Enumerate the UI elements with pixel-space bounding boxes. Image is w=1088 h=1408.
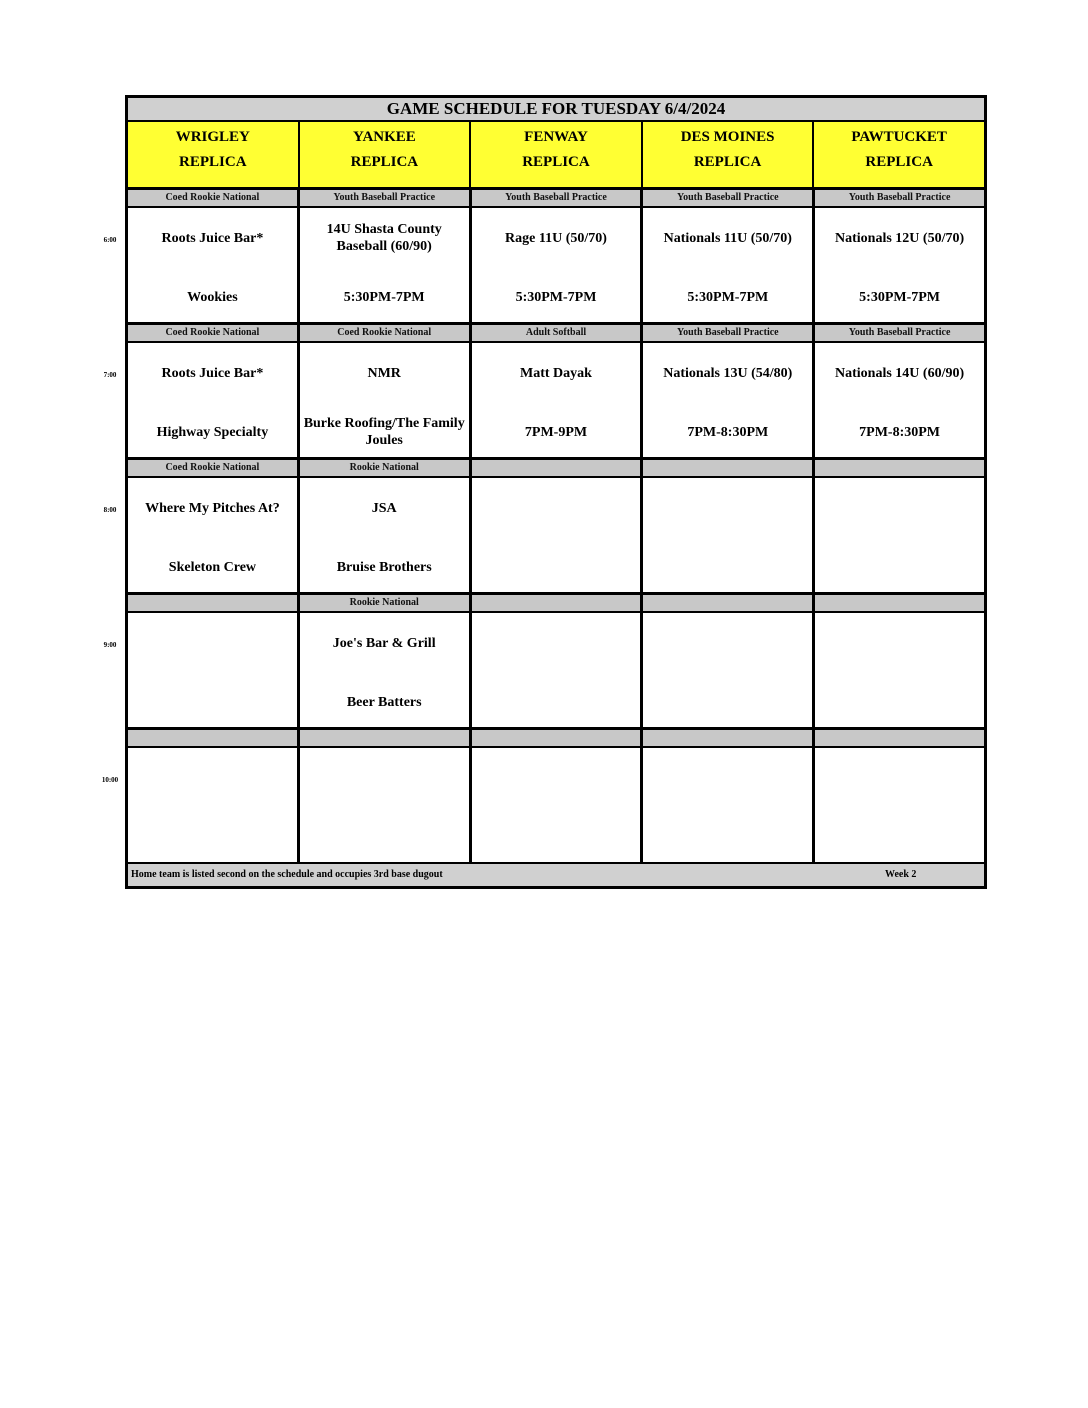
home-team [472, 684, 641, 720]
game-row [128, 208, 984, 325]
league-label [815, 460, 984, 476]
league-label [815, 730, 984, 746]
game-cell [472, 748, 644, 862]
week-label: Week 2 [885, 869, 917, 880]
league-label [472, 595, 644, 611]
game-row [128, 613, 984, 730]
game-cell [643, 613, 815, 727]
game-cell [128, 208, 300, 322]
home-team [643, 684, 812, 720]
league-label [300, 730, 472, 746]
game-cell [300, 478, 472, 592]
away-team [643, 625, 812, 661]
away-team [815, 760, 984, 796]
field-name: YANKEE [352, 129, 416, 145]
game-cell [472, 613, 644, 727]
league-label: Coed Rookie National [128, 460, 300, 476]
game-cell [815, 208, 984, 322]
page-title: GAME SCHEDULE FOR TUESDAY 6/4/2024 [128, 98, 984, 122]
field-subtitle: REPLICA [350, 154, 419, 170]
time-slot-band [128, 730, 984, 865]
home-team [472, 549, 641, 585]
home-team [815, 819, 984, 855]
home-team: Wookies [187, 289, 238, 305]
home-team: 7PM-8:30PM [687, 424, 769, 440]
home-team: Highway Specialty [156, 424, 269, 440]
game-cell [815, 748, 984, 862]
away-team: Nationals 11U (50/70) [663, 230, 792, 246]
home-team: Beer Batters [346, 694, 422, 710]
away-team: 14U Shasta County Baseball (60/90) [326, 222, 442, 254]
game-cell [643, 478, 815, 592]
league-label-row [128, 730, 984, 748]
schedule-sheet [125, 95, 987, 889]
game-cell [643, 343, 815, 457]
field-subtitle: REPLICA [179, 154, 247, 170]
league-label [128, 730, 300, 746]
away-team [472, 760, 641, 796]
league-label: Youth Baseball Practice [815, 190, 984, 206]
game-row [128, 343, 984, 460]
game-cell [815, 343, 984, 457]
game-cell [128, 478, 300, 592]
home-team [815, 549, 984, 585]
home-team [472, 819, 641, 855]
game-cell [472, 208, 644, 322]
league-label: Youth Baseball Practice [472, 190, 644, 206]
home-team: 5:30PM-7PM [687, 289, 769, 305]
away-team [300, 760, 469, 796]
game-cell [300, 748, 472, 862]
time-label: 7:00 [103, 371, 117, 379]
league-label-row [128, 460, 984, 478]
home-team [815, 684, 984, 720]
game-cell [128, 613, 300, 727]
away-team: Joe's Bar & Grill [332, 635, 436, 651]
field-name: FENWAY [524, 129, 588, 145]
home-team: 7PM-8:30PM [859, 424, 941, 440]
game-cell [128, 343, 300, 457]
home-team [643, 549, 812, 585]
away-team [815, 625, 984, 661]
league-label: Adult Softball [472, 325, 644, 341]
league-label [643, 595, 815, 611]
home-team [128, 819, 297, 855]
league-label: Youth Baseball Practice [300, 190, 472, 206]
home-team [643, 819, 812, 855]
game-row [128, 748, 984, 865]
league-label [815, 595, 984, 611]
field-subtitle: REPLICA [693, 154, 762, 170]
time-slot-band [128, 595, 984, 730]
game-row [128, 478, 984, 595]
away-team [128, 760, 297, 796]
field-name: WRIGLEY [175, 129, 250, 145]
away-team [643, 760, 812, 796]
field-header-wrigley [128, 122, 300, 187]
league-label: Youth Baseball Practice [643, 325, 815, 341]
game-cell [815, 478, 984, 592]
away-team [128, 625, 297, 661]
game-cell [128, 748, 300, 862]
field-subtitle: REPLICA [865, 154, 933, 170]
away-team [472, 490, 641, 526]
field-header-yankee [300, 122, 472, 187]
field-header-pawtucket [814, 122, 984, 187]
home-team: Burke Roofing/The Family Joules [303, 416, 465, 448]
league-label-row [128, 325, 984, 343]
game-cell [472, 478, 644, 592]
field-header-row [128, 122, 984, 190]
home-team: 5:30PM-7PM [515, 289, 597, 305]
league-label: Youth Baseball Practice [815, 325, 984, 341]
home-team: Skeleton Crew [168, 559, 257, 575]
away-team: Nationals 14U (60/90) [835, 365, 965, 381]
game-cell [300, 343, 472, 457]
time-slot-band [128, 325, 984, 460]
league-label [472, 730, 644, 746]
league-label: Coed Rookie National [128, 190, 300, 206]
footer-bar [128, 864, 984, 886]
away-team: JSA [371, 500, 397, 516]
away-team: Roots Juice Bar* [161, 365, 264, 381]
home-team [128, 684, 297, 720]
game-cell [643, 208, 815, 322]
game-cell [643, 748, 815, 862]
time-slot-band [128, 190, 984, 325]
game-cell [300, 613, 472, 727]
field-subtitle: REPLICA [522, 154, 590, 170]
field-header-des-moines [643, 122, 815, 187]
away-team: Rage 11U (50/70) [505, 230, 607, 246]
league-label: Rookie National [300, 595, 472, 611]
league-label: Coed Rookie National [128, 325, 300, 341]
league-label: Rookie National [300, 460, 472, 476]
league-label [643, 730, 815, 746]
league-label-row [128, 595, 984, 613]
away-team: Matt Dayak [520, 365, 592, 381]
away-team [815, 490, 984, 526]
home-team-note: Home team is listed second on the schedule and occupies 3rd base dugout [131, 869, 443, 880]
away-team: Nationals 12U (50/70) [835, 230, 965, 246]
home-team: 7PM-9PM [524, 424, 588, 440]
away-team [472, 625, 641, 661]
league-label [643, 460, 815, 476]
league-label [472, 460, 644, 476]
away-team: Nationals 13U (54/80) [663, 365, 793, 381]
time-label: 6:00 [103, 236, 117, 244]
league-label-row [128, 190, 984, 208]
time-label: 8:00 [103, 506, 117, 514]
game-cell [472, 343, 644, 457]
home-team: 5:30PM-7PM [859, 289, 941, 305]
league-label: Youth Baseball Practice [643, 190, 815, 206]
home-team: Bruise Brothers [336, 559, 432, 575]
time-label: 10:00 [101, 776, 119, 784]
league-label: Coed Rookie National [300, 325, 472, 341]
game-cell [815, 613, 984, 727]
field-name: PAWTUCKET [851, 129, 947, 145]
game-cell [300, 208, 472, 322]
time-label: 9:00 [103, 641, 117, 649]
away-team: Where My Pitches At? [145, 500, 280, 516]
field-header-fenway [471, 122, 643, 187]
time-slot-band [128, 460, 984, 595]
away-team: Roots Juice Bar* [161, 230, 264, 246]
home-team [300, 819, 469, 855]
league-label [128, 595, 300, 611]
field-name: DES MOINES [680, 129, 775, 145]
away-team [643, 490, 812, 526]
away-team: NMR [367, 365, 401, 381]
home-team: 5:30PM-7PM [343, 289, 425, 305]
